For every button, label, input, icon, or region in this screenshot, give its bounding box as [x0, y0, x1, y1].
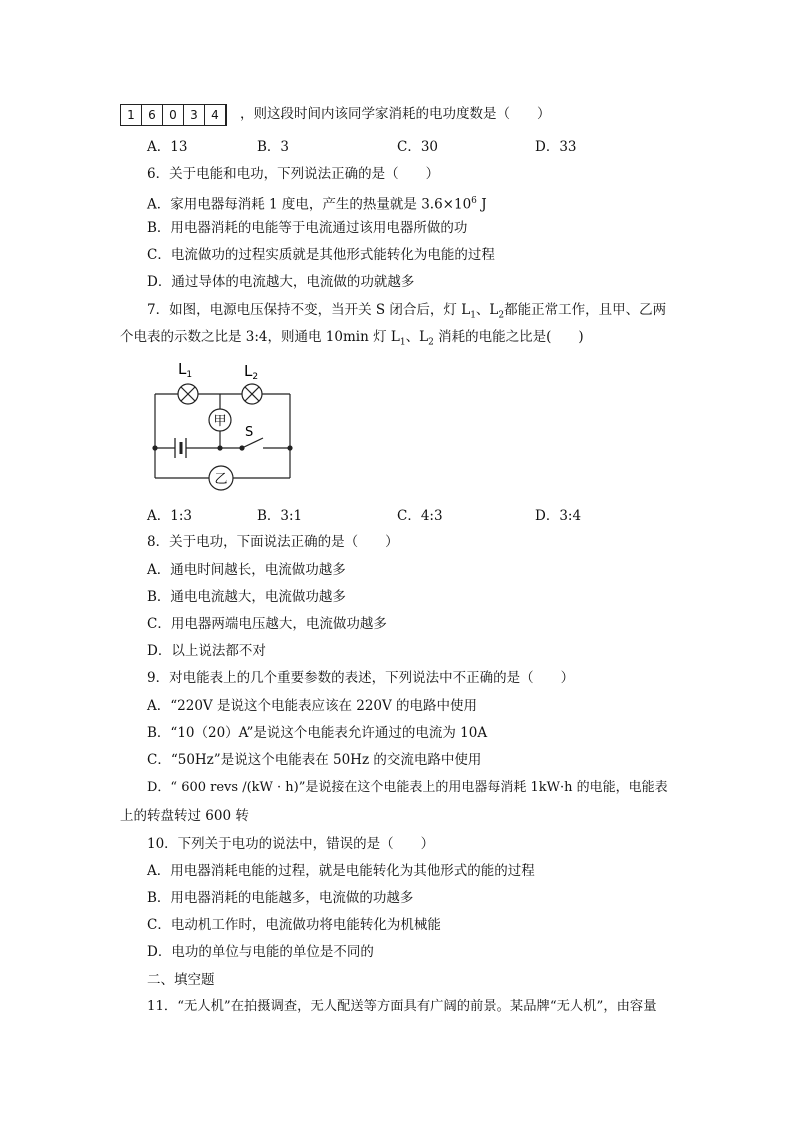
meter-jia-label: 甲	[213, 414, 227, 429]
q8-stem: 8．关于电功，下面说法正确的是（ ）	[147, 534, 399, 550]
q5-stem-tail: ，则这段时间内该同学家消耗的电功度数是（ ）	[240, 106, 551, 122]
q6-option-b: B．用电器消耗的电能等于电流通过该用电器所做的功	[147, 220, 468, 236]
meter-digit: 4	[204, 104, 227, 126]
q10-option-d: D．电功的单位与电能的单位是不同的	[147, 944, 374, 960]
meter-digit: 0	[162, 104, 184, 126]
q8-option-b: B．通电电流越大，电流做功越多	[147, 589, 346, 605]
q5-option-a: A．13	[147, 139, 188, 155]
switch-label: S	[245, 425, 254, 440]
q6-option-d: D．通过导体的电流越大，电流做的功就越多	[147, 274, 415, 290]
q7-option-d: D．3:4	[535, 508, 582, 524]
battery-icon	[175, 438, 186, 458]
q8-option-c: C．用电器两端电压越大，电流做功越多	[147, 616, 387, 632]
q6-option-a: A．家用电器每消耗 1 度电，产生的热量就是 $3.6\times 10^6$ J	[147, 196, 487, 213]
lamp-l2-label: $L_2$	[244, 362, 259, 382]
q11-stem: 11．“无人机”在拍摄调查，无人配送等方面具有广阔的前景。某品牌“无人机”，由容量	[147, 999, 657, 1014]
meter-yi-label: 乙	[214, 472, 228, 487]
section-heading-fill-blank: 二、填空题	[147, 972, 215, 988]
q5-option-d: D．33	[535, 139, 577, 155]
meter-reading	[120, 104, 226, 126]
q6-stem: 6．关于电能和电功，下列说法正确的是（ ）	[147, 166, 440, 182]
q9-option-b: B．“10（20）A”是说这个电能表允许通过的电流为 10A	[147, 725, 488, 741]
meter-digit: 3	[183, 104, 205, 126]
q8-option-a: A．通电时间越长，电流做功越多	[147, 562, 346, 578]
q9-option-a: A．“220V 是说这个电能表应该在 220V 的电路中使用	[147, 698, 478, 714]
q9-stem: 9．对电能表上的几个重要参数的表述，下列说法中不正确的是（ ）	[147, 670, 575, 686]
lamp-l2	[242, 384, 262, 404]
q9-option-d-line2: 上的转盘转过 600 转	[120, 808, 249, 824]
q8-option-d: D．以上说法都不对	[147, 643, 266, 659]
q5-option-b: B．3	[257, 139, 290, 155]
q9-option-c: C．“50Hz”是说这个电能表在 50Hz 的交流电路中使用	[147, 752, 482, 768]
q10-option-b: B．用电器消耗的电能越多，电流做的功越多	[147, 890, 414, 906]
circuit-diagram	[145, 356, 305, 496]
lamp-l1	[178, 384, 198, 404]
q7-option-a: A．1:3	[147, 508, 192, 524]
q5-option-c: C．30	[397, 139, 439, 155]
q6-option-c: C．电流做功的过程实质就是其他形式能转化为电能的过程	[147, 247, 495, 263]
q7-option-c: C．4:3	[397, 508, 443, 524]
q7-option-b: B．3:1	[257, 508, 303, 524]
q10-stem: 10．下列关于电功的说法中，错误的是（ ）	[147, 836, 435, 852]
q10-option-a: A．用电器消耗电能的过程，就是电能转化为其他形式的能的过程	[147, 863, 535, 879]
q10-option-c: C．电动机工作时，电流做功将电能转化为机械能	[147, 917, 441, 933]
q7-stem-line2: 个电表的示数之比是 3:4，则通电 10min 灯 $L_1$、$L_2$ 消耗的电能之比是( )	[120, 329, 584, 348]
lamp-l1-label: $L_1$	[178, 360, 193, 380]
meter-digit: 1	[120, 104, 142, 126]
meter-digit: 6	[141, 104, 163, 126]
q9-option-d-line1: D．“ 600 revs /(kW · h)”是说接在这个电能表上的用电器每消耗 1kW·h 的电能，电能表	[147, 780, 668, 795]
q7-stem-line1: 7．如图，电源电压保持不变，当开关 S 闭合后，灯 $L_1$、$L_2$都能正常工作，且甲、乙两	[147, 302, 667, 321]
